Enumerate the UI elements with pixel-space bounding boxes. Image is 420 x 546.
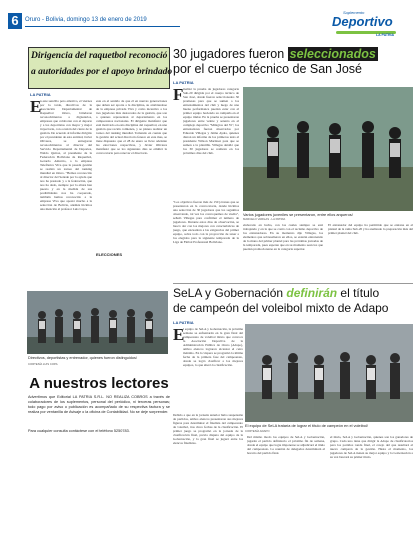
volley-headline-line1 [173, 286, 379, 300]
left-headline-line2: a autoridades por el apoyo brindado [31, 67, 173, 77]
top-body-col3: elaborado en lucha, con las cuales siempre se está trabajando y en la que se contó con el reclamo deportivo de los entrenadores. En su momento dijo Villegas, los elementos que sobresalieron en ellos, se estarán entrenando de la mano del primer plantel para las próximas jornadas de la temporada, pues esperan que en su momento sean los que puedan promocionarse en la categoría superior. [243, 223, 323, 251]
top-headline-highlight: seleccionados [289, 47, 376, 61]
volleyball-team-photo [245, 324, 413, 422]
supplement-sub: LA PATRIA [376, 33, 395, 37]
page-number: 6 [11, 13, 19, 28]
volley-body-col2: Debido a que en la jornada anterior hubo suspensión de partidos, ambos elencos presentaron sus mejores figuras para determinar el finalista del campeonato de voleibol, tras cinco fechas de la clasificación. El primer juego se programó en la jornada de la clasificación final, previa disputa del equipo de la Gobernación, y la gran final se jugará entre los elencos finalistas. [173, 413, 243, 445]
header-rule [25, 26, 180, 27]
top-photo-credit: MARCELO VARGAS - LA PATRIA [243, 217, 286, 221]
volley-body-col3: Del mismo modo los equipos de SeLA y Gobernación, jugarán el partido definitorio el próximo fin de semana, donde el equipo que logre imponerse se adjudicará el título del campeonato. La reunión de delegados determinará el horario del partido final. [247, 435, 325, 455]
left-photo-credit: CORTESÍA LUIS COPA [28, 362, 58, 366]
volley-body-col1: l equipo de SeLA y Gobernación, la próxima semana se enfrentarán en la gran final del campeonato de voleibol mixto que convoca la Asociación Deportiva de la Administración Pública de Oruro (Adapo), ambos elencos lograron alcanzar el cetro máximo. En la víspera se programó la última fecha de la primera fase del campeonato, donde se logró clasificar a los mejores equipos, lo que alteró la clasificación. [183, 327, 243, 367]
volley-headline-highlight: definirán [286, 286, 338, 300]
supplement-label: Suplemento [343, 10, 365, 15]
soccer-players-photo [243, 87, 413, 211]
readers-notice-body: Advertimos que Editorial LA PATRIA S.R.L. NO REALIZA COBROS a través de colaboradores de los suplementos, personal del periódico, ni terceras personas; todo pago por aviso o publicación es acompañado de su respectiva factura y se realiza por ventanilla de Avisaje o la oficina de Contabilidad. No se deje sorprender. [28, 395, 170, 414]
supplement-logo [318, 10, 412, 38]
left-photo [27, 291, 168, 354]
top-section: LA PATRIA [173, 80, 194, 85]
top-body-col2: "Los objetivos fueron más de 150 jóvenes que se presentaron en la convocatoria, donde hicimos una selección de 30 jugadores que los seguimos observando, tal vez los convoquemos de vuelta", señaló Villegas para confirmar el número de jugadores. Durante estos días de observación, se buscó dar con los mejores con características de juego, que encuadren a las exigencias del primer equipo, sobre todo con la proyección de tener a los elegidos para la siguiente temporada de la Liga de Fútbol Profesional Boliviano. [173, 200, 239, 244]
top-body-col4: El entrenador del equipo ha permitido que se entrene en el plantel de la rama Sub-20 y ha analizado la preparación más del primer plantel del club. [328, 223, 413, 235]
volley-section: LA PATRIA [173, 320, 194, 325]
top-body-col1: inalizó la prueba de jugadores categoría Sub-20 dirigida por el cuerpo técnico de San José, donde fueron seleccionados 30 promesas para que se sumen a los entrenamientos del club y luego de una buena performance puedan estar con el primer equipo haciendo su campaña en el equipo titular. En la prueba se presentaron jugadores entre veinte y setenta en el complejo deportivo "Milagros del 55", los entrenadores fueron observados por Eduardo Villegas y Jaime Ayala, quienes dieron un informe de los primeros tests al presidente Wilson Martínez para que se sumen a la plantilla. Villegas detalló que los 30 jugadores se realizan en los próximos días del club. [183, 87, 239, 155]
volley-headline-plain1: SeLA y Gobernación [173, 286, 287, 300]
top-dropcap: F [173, 85, 184, 104]
volley-body-col4: el título, SeLA y Gobernación, quienes son los ganadores de grupo. Cada uno tiene que dirigir la Adapo de clasificatorios para los partidos ronda final, el cotejo del que resultará el nuevo campeón de la gestión. Hasta el momento, los jugadores de SeLA tienen su mejor equipo y la Gobernación a su vez buscará su primer título. [330, 435, 413, 459]
top-photo-caption: Varios jugadores juveniles se presentaron, entre ellos arqueros/ [243, 212, 353, 217]
volley-rule [173, 283, 413, 284]
left-subhead: ELECCIONES [96, 252, 123, 257]
top-photo [243, 87, 413, 211]
dateline: Oruro - Bolivia, domingo 13 de enero de 2019 [25, 17, 147, 23]
left-body-col2: esta en el sentido de que él en nuevas generaciones que deben ser aporte a la disciplina, su atrabiandose de la empresa privada Viva y como incentivo a los tres jugadores más destacados de la gestión, que son a quienes representan al departamento en los campeonatos nacionales. El dirigente manifestó que está motivado en esta disciplina del raquetbol, en una gestión que recién comienza, y se planea realizar un torneo del ranking mundial. Tomando en cuenta que la gestión del actual directorio fenece en este mes, se tiene dispuesto que el 28 de enero se lleve adelante las elecciones respectivas, y Javier Olivares manifestó que se los siguientes días se emitirá la convocatoria para renovar el directorio. [96, 99, 167, 155]
volley-photo [245, 324, 413, 422]
left-dropcap: E [30, 97, 42, 116]
left-photo-caption: Directivos, deportistas y entrenador, quienes fueron distinguidos/ [28, 356, 137, 360]
readers-notice-title: A nuestros lectores [29, 375, 169, 392]
readers-notice-footer: Para cualquier consulta contáctese con el teléfono 5250783. [28, 429, 130, 433]
volley-photo-caption: El equipo de SeLA trataría de lograr el título de campeón en el voleibol/ [245, 423, 368, 428]
left-section: LA PATRIA [30, 92, 51, 97]
top-headline-line2: por el cuerpo técnico de San José [173, 62, 363, 76]
supplement-title: Deportivo [332, 14, 393, 29]
volley-headline-plain2: el título [337, 286, 380, 300]
volley-photo-credit: CORTESÍA ADAPO [245, 429, 270, 433]
left-headline-line1: Dirigencia del raquetbol reconoció [31, 51, 168, 61]
volley-dropcap: E [173, 325, 185, 344]
top-headline-plain: 30 jugadores fueron [173, 47, 288, 61]
volley-headline-line2: de campeón del voleibol mixto de Adapo [173, 301, 389, 315]
left-body-col1: n este sencillo pero emotivo, el viernes por la tarde, directivos de la Asociación Departamental de Raquetbol Oruro, brindaron reconocimientos a dignatarios, empresas que colaboran con el deporte y a los deportistas con mayor y mejor trayectoria, con ocasión del cierre de la gestión. De acuerdo al informe dirigido por el presidente de esta entidad, Javier Olivares, se entregaron reconocimientos al director del Servicio Departamental de Deportes, Waldo Quiroz, al presidente de la Federación Boliviana de Raquetbol, Gerardo Amurrio, a la empresa Telefónica Viva que la pasada gestión se realizó un torneo del ranking mundial en Oruro. "Hemos reconocido al director del Sedede por la ayuda que nos ha prestado y a la federación, que nos ha dado, siempre por la altura han puesto y en la medida de sus posibilidades nos ha cooperado, también hemos reconocido a la empresa Viva que apostó mucho a la selección de Bolivia, además hicimos una mención al profesor Luis Copa. [40, 99, 92, 211]
group-photo-figures [27, 291, 168, 354]
top-headline-line1 [173, 47, 378, 61]
